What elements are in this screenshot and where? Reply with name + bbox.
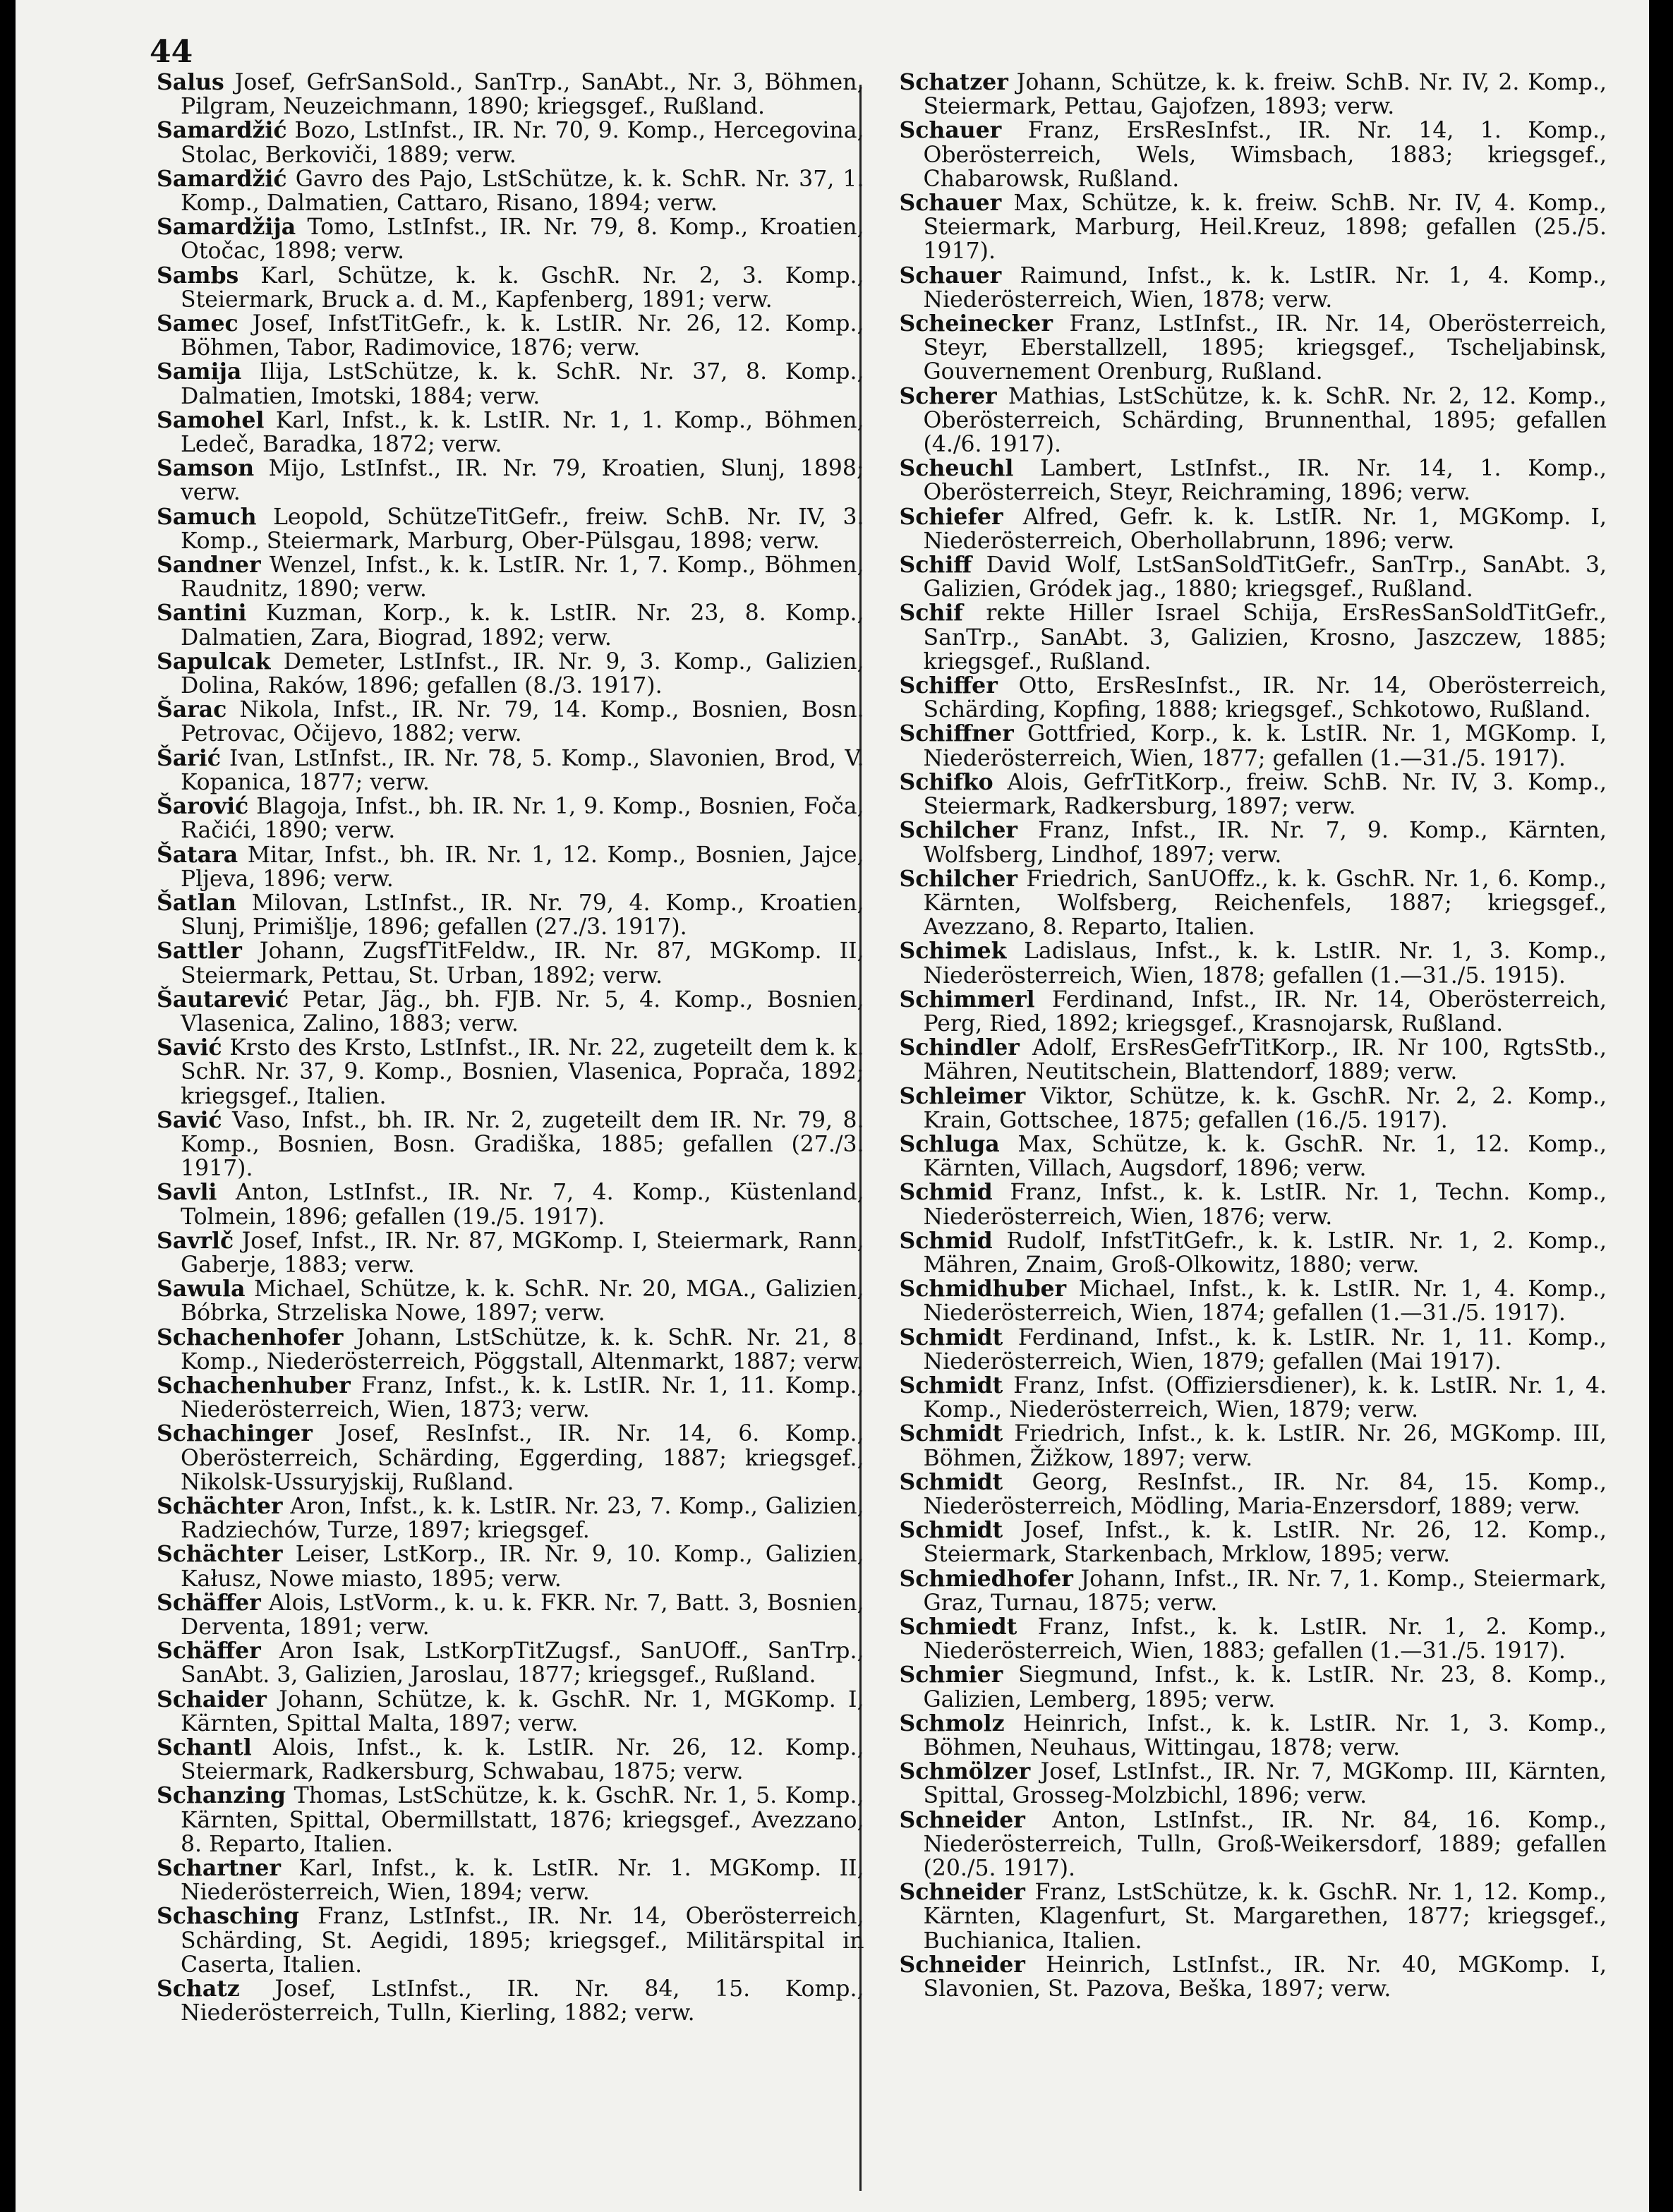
entry-details: Franz, LstSchütze, k. k. GschR. Nr. 1, 12. Komp., Kärnten, Klagenfurt, St. Margarethen, 1877; kriegsgef., Buchianica, Italien. <box>923 1880 1607 1954</box>
entry-surname: Šarac <box>157 696 227 723</box>
register-entry <box>157 215 864 263</box>
entry-details: Gavro des Pajo, LstSchütze, k. k. SchR. Nr. 37, 1. Komp., Dalmatien, Cattaro, Risano, 1894; verw. <box>181 166 864 217</box>
entry-details: Wenzel, Infst., k. k. LstIR. Nr. 1, 7. Komp., Böhmen, Raudnitz, 1890; verw. <box>181 552 864 603</box>
entry-details: Johann, ZugsfTitFeldw., IR. Nr. 87, MGKomp. II, Steiermark, Pettau, St. Urban, 1892; verw. <box>181 938 864 989</box>
entry-details: Alois, GefrTitKorp., freiw. SchB. Nr. IV, 3. Komp., Steiermark, Radkersburg, 1897; verw. <box>923 769 1607 820</box>
entry-surname: Savli <box>157 1179 217 1206</box>
entry-details: Nikola, Infst., IR. Nr. 79, 14. Komp., Bosnien, Bosn. Petrovac, Očijevo, 1882; verw. <box>181 697 864 747</box>
entry-surname: Sambs <box>157 262 239 289</box>
entry-surname: Schächter <box>157 1541 283 1568</box>
register-entry <box>900 191 1607 264</box>
register-entry <box>157 601 864 649</box>
register-entry <box>157 553 864 601</box>
register-entry <box>157 1374 864 1422</box>
entry-details: Leiser, LstKorp., IR. Nr. 9, 10. Komp., Galizien, Kałusz, Nowe miasto, 1895; verw. <box>181 1542 864 1592</box>
register-entry <box>900 1953 1607 2001</box>
entry-details: Alfred, Gefr. k. k. LstIR. Nr. 1, MGKomp. I, Niederösterreich, Oberhollabrunn, 1896; verw. <box>923 504 1607 554</box>
entry-surname: Schachenhofer <box>157 1324 344 1350</box>
entry-details: Johann, Schütze, k. k. GschR. Nr. 1, MGKomp. I, Kärnten, Spittal Malta, 1897; verw. <box>181 1686 864 1736</box>
register-entry <box>900 770 1607 818</box>
entry-details: Heinrich, Infst., k. k. LstIR. Nr. 1, 3. Komp., Böhmen, Neuhaus, Wittingau, 1878; verw. <box>923 1710 1607 1761</box>
entry-surname: Schmölzer <box>899 1758 1031 1785</box>
entry-details: Ferdinand, Infst., IR. Nr. 14, Oberösterreich, Perg, Ried, 1892; kriegsgef., Krasnojarsk, Rußland. <box>923 986 1607 1037</box>
register-entry <box>900 1567 1607 1615</box>
entry-surname: Schmiedhofer <box>899 1565 1073 1592</box>
entry-details: Franz, Infst., IR. Nr. 7, 9. Komp., Kärnten, Wolfsberg, Lindhof, 1897; verw. <box>923 818 1607 868</box>
entry-surname: Schimmerl <box>899 986 1035 1013</box>
entry-details: Friedrich, SanUOffz., k. k. GschR. Nr. 1, 6. Komp., Kärnten, Wolfsberg, Reichenfels, 1887; kriegsgef., Avezzano, 8. Reparto, Italien. <box>923 866 1607 941</box>
entry-surname: Schachinger <box>157 1420 313 1447</box>
entry-surname: Schatzer <box>899 69 1008 95</box>
entry-surname: Šarić <box>157 744 221 771</box>
entry-surname: Šarović <box>157 793 249 820</box>
register-entry <box>900 1422 1607 1470</box>
entry-details: Mitar, Infst., bh. IR. Nr. 1, 12. Komp., Bosnien, Jajce, Pljeva, 1896; verw. <box>181 842 864 892</box>
entry-surname: Schäffer <box>157 1589 261 1616</box>
entry-details: Karl, Infst., k. k. LstIR. Nr. 1, 1. Komp., Böhmen, Ledeč, Baradka, 1872; verw. <box>181 407 864 458</box>
register-entry <box>157 843 864 891</box>
entry-details: David Wolf, LstSanSoldTitGefr., SanTrp., SanAbt. 3, Galizien, Gródek jag., 1880; kriegsgef., Rußland. <box>923 552 1607 603</box>
entry-surname: Scheinecker <box>899 310 1053 337</box>
entry-details: Heinrich, LstInfst., IR. Nr. 40, MGKomp. I, Slavonien, St. Pazova, Beška, 1897; verw. <box>923 1952 1607 2002</box>
entry-surname: Schmid <box>899 1179 993 1206</box>
entry-surname: Schauer <box>899 117 1002 144</box>
register-entry <box>157 1542 864 1590</box>
entry-details: Franz, LstInfst., IR. Nr. 14, Oberösterreich, Steyr, Eberstallzell, 1895; kriegsgef., Tscheljabinsk, Gouvernement Orenburg, Rußland. <box>923 311 1607 385</box>
entry-surname: Schmid <box>899 1227 993 1254</box>
register-entry <box>900 1132 1607 1180</box>
document-page <box>16 0 1649 2212</box>
entry-surname: Sapulcak <box>157 648 271 675</box>
entry-details: Josef, InfstTitGefr., k. k. LstIR. Nr. 26, 12. Komp., Böhmen, Tabor, Radimovice, 1876; verw. <box>181 311 864 361</box>
entry-details: Josef, Infst., k. k. LstIR. Nr. 26, 12. Komp., Steiermark, Starkenbach, Mrklow, 1895; verw. <box>923 1518 1607 1568</box>
entry-details: Anton, LstInfst., IR. Nr. 84, 16. Komp., Niederösterreich, Tulln, Groß-Weikersdorf, 1889; gefallen (20./5. 1917). <box>923 1807 1607 1882</box>
register-entry <box>157 1326 864 1374</box>
register-entry <box>900 939 1607 987</box>
entry-details: Franz, Infst. (Offiziersdiener), k. k. LstIR. Nr. 1, 4. Komp., Niederösterreich, Wien, 1879; verw. <box>923 1372 1607 1423</box>
entry-details: Raimund, Infst., k. k. LstIR. Nr. 1, 4. Komp., Niederösterreich, Wien, 1878; verw. <box>923 262 1607 313</box>
entry-surname: Savrlč <box>157 1227 234 1254</box>
register-entry <box>900 505 1607 553</box>
entry-details: Tomo, LstInfst., IR. Nr. 79, 8. Komp., Kroatien, Otočac, 1898; verw. <box>181 214 864 265</box>
entry-surname: Schluga <box>899 1130 1000 1157</box>
entry-surname: Schachenhuber <box>157 1372 351 1398</box>
entry-details: Lambert, LstInfst., IR. Nr. 14, 1. Komp., Oberösterreich, Steyr, Reichraming, 1896; verw. <box>923 456 1607 506</box>
register-entry <box>157 1736 864 1784</box>
entry-surname: Schleimer <box>899 1082 1026 1109</box>
entry-details: Adolf, ErsResGefrTitKorp., IR. Nr 100, RgtsStb., Mähren, Neutitschein, Blattendorf, 1889; verw. <box>923 1035 1607 1085</box>
entry-details: Michael, Schütze, k. k. SchR. Nr. 20, MGA., Galizien, Bóbrka, Strzeliska Nowe, 1897; verw. <box>181 1276 864 1326</box>
entry-details: Aron Isak, LstKorpTitZugsf., SanUOff., SanTrp., SanAbt. 3, Galizien, Jaroslau, 1877; kriegsgef., Rußland. <box>181 1638 864 1688</box>
register-entry <box>157 1856 864 1904</box>
entry-surname: Schif <box>899 600 963 627</box>
entry-details: Franz, Infst., k. k. LstIR. Nr. 1, Techn. Komp., Niederösterreich, Wien, 1876; verw. <box>923 1180 1607 1230</box>
register-entry <box>157 1229 864 1277</box>
entry-surname: Schmier <box>899 1662 1003 1688</box>
register-entry <box>157 1688 864 1736</box>
entry-details: Rudolf, InfstTitGefr., k. k. LstIR. Nr. 1, 2. Komp., Mähren, Znaim, Groß-Olkowitz, 1880; verw. <box>923 1228 1607 1278</box>
register-entry <box>157 167 864 215</box>
entry-details: Anton, LstInfst., IR. Nr. 7, 4. Komp., Küstenland, Tolmein, 1896; gefallen (19./5. 1917). <box>181 1180 864 1230</box>
entry-details: Leopold, SchützeTitGefr., freiw. SchB. Nr. IV, 3. Komp., Steiermark, Marburg, Ober-Pülsgau, 1898; verw. <box>181 504 864 554</box>
register-entry <box>157 794 864 842</box>
register-entry <box>900 1808 1607 1881</box>
entry-details: Milovan, LstInfst., IR. Nr. 79, 4. Komp., Kroatien, Slunj, Primišlje, 1896; gefallen (27./3. 1917). <box>181 890 864 941</box>
entry-details: Josef, ResInfst., IR. Nr. 14, 6. Komp., Oberösterreich, Schärding, Eggerding, 1887; kriegsgef., Nikolsk-Ussuryjskij, Rußland. <box>181 1421 864 1495</box>
entry-surname: Schilcher <box>899 865 1017 892</box>
entry-surname: Schneider <box>899 1951 1025 1978</box>
entry-details: Ferdinand, Infst., k. k. LstIR. Nr. 1, 11. Komp., Niederösterreich, Wien, 1879; gefallen (Mai 1917). <box>923 1324 1607 1374</box>
register-entry <box>900 312 1607 385</box>
entry-surname: Schmolz <box>899 1710 1005 1736</box>
entry-surname: Samardžija <box>157 214 296 241</box>
register-entry <box>157 939 864 987</box>
register-entry <box>900 1180 1607 1228</box>
register-entry <box>157 312 864 360</box>
register-entry <box>157 1036 864 1108</box>
entry-details: Krsto des Krsto, LstInfst., IR. Nr. 22, zugeteilt dem k. k. SchR. Nr. 37, 9. Komp., Bosnien, Vlasenica, Poprača, 1892; kriegsgef., Italien. <box>181 1035 864 1109</box>
register-entry <box>900 1326 1607 1374</box>
entry-surname: Schmidt <box>899 1420 1003 1447</box>
entry-surname: Savić <box>157 1106 222 1133</box>
entry-details: Ladislaus, Infst., k. k. LstIR. Nr. 1, 3. Komp., Niederösterreich, Wien, 1878; gefallen (1.—31./5. 1915). <box>923 938 1607 989</box>
entry-details: Franz, Infst., k. k. LstIR. Nr. 1, 11. Komp., Niederösterreich, Wien, 1873; verw. <box>181 1372 864 1423</box>
entry-details: Otto, ErsResInfst., IR. Nr. 14, Oberösterreich, Schärding, Kopfing, 1888; kriegsgef., Schkotowo, Rußland. <box>923 673 1607 723</box>
register-entry <box>157 1180 864 1228</box>
register-entry <box>157 71 864 119</box>
register-entry <box>157 264 864 312</box>
entry-surname: Scheuchl <box>899 455 1014 482</box>
entry-surname: Savić <box>157 1034 222 1061</box>
entry-details: Blagoja, Infst., bh. IR. Nr. 1, 9. Komp., Bosnien, Foča, Račići, 1890; verw. <box>181 794 864 844</box>
entry-surname: Schatz <box>157 1976 240 2002</box>
entry-surname: Šautarević <box>157 986 289 1013</box>
entry-surname: Schiffner <box>899 720 1014 747</box>
entry-details: Josef, Infst., IR. Nr. 87, MGKomp. I, Steiermark, Rann, Gaberje, 1883; verw. <box>181 1228 864 1278</box>
register-entry <box>900 1084 1607 1132</box>
entry-surname: Samija <box>157 358 242 385</box>
register-entry <box>900 1518 1607 1566</box>
register-entry <box>900 553 1607 601</box>
register-entry <box>900 1374 1607 1422</box>
entry-details: Johann, Schütze, k. k. freiw. SchB. Nr. IV, 2. Komp., Steiermark, Pettau, Gajofzen, 1893; verw. <box>923 70 1607 120</box>
entry-surname: Schmidt <box>899 1324 1003 1350</box>
entry-surname: Schmidt <box>899 1468 1003 1495</box>
register-entry <box>900 457 1607 504</box>
entry-surname: Schneider <box>899 1879 1025 1906</box>
register-entry <box>157 1422 864 1494</box>
entry-surname: Schaider <box>157 1686 267 1712</box>
entry-surname: Schächter <box>157 1492 283 1519</box>
register-entry <box>900 867 1607 940</box>
entry-details: Josef, GefrSanSold., SanTrp., SanAbt., Nr. 3, Böhmen, Pilgram, Neuzeichmann, 1890; kriegsgef., Rußland. <box>181 70 864 120</box>
entry-details: Thomas, LstSchütze, k. k. GschR. Nr. 1, 5. Komp., Kärnten, Spittal, Obermillstatt, 1876; kriegsgef., Avezzano, 8. Reparto, Italien. <box>181 1783 864 1857</box>
entry-surname: Schifko <box>899 768 993 795</box>
entry-surname: Schauer <box>899 190 1002 217</box>
entry-surname: Schimek <box>899 938 1007 965</box>
entry-details: Johann, Infst., IR. Nr. 7, 1. Komp., Steiermark, Graz, Turnau, 1875; verw. <box>923 1566 1607 1616</box>
entry-surname: Santini <box>157 600 247 627</box>
register-entry <box>157 698 864 746</box>
entry-details: Max, Schütze, k. k. GschR. Nr. 1, 12. Komp., Kärnten, Villach, Augsdorf, 1896; verw. <box>923 1131 1607 1182</box>
entry-details: Vaso, Infst., bh. IR. Nr. 2, zugeteilt dem IR. Nr. 79, 8. Komp., Bosnien, Bosn. Gradiška, 1885; gefallen (27./3. 1917). <box>181 1107 864 1182</box>
register-entry <box>157 1494 864 1542</box>
register-entry <box>900 1036 1607 1084</box>
entry-details: Alois, Infst., k. k. LstIR. Nr. 26, 12. Komp., Steiermark, Radkersburg, Schwabau, 1875; verw. <box>181 1735 864 1785</box>
entry-surname: Schiffer <box>899 672 998 699</box>
register-entry <box>157 505 864 553</box>
entry-surname: Schiff <box>899 552 972 579</box>
entry-surname: Sawula <box>157 1276 246 1303</box>
entry-details: Mijo, LstInfst., IR. Nr. 79, Kroatien, Slunj, 1898; verw. <box>181 456 864 506</box>
register-entry <box>900 264 1607 312</box>
register-entry <box>900 1470 1607 1518</box>
register-entry <box>157 457 864 504</box>
entry-surname: Schilcher <box>899 817 1017 844</box>
register-entry <box>900 119 1607 191</box>
register-entry <box>157 1277 864 1325</box>
entry-details: Franz, Infst., k. k. LstIR. Nr. 1, 2. Komp., Niederösterreich, Wien, 1883; gefallen (1.—31./5. 1917). <box>923 1614 1607 1664</box>
entry-surname: Šatlan <box>157 889 236 916</box>
entry-surname: Sandner <box>157 552 261 579</box>
entry-details: Josef, LstInfst., IR. Nr. 7, MGKomp. III, Kärnten, Spittal, Grosseg-Molzbichl, 1896; verw. <box>923 1759 1607 1809</box>
entry-surname: Schmiedt <box>899 1614 1017 1640</box>
columns <box>157 71 1607 2025</box>
entry-details: Michael, Infst., k. k. LstIR. Nr. 1, 4. Komp., Niederösterreich, Wien, 1874; gefallen (1.—31./5. 1917). <box>923 1276 1607 1326</box>
entry-surname: Schanzing <box>157 1782 286 1809</box>
register-entry <box>157 119 864 167</box>
entry-surname: Schartner <box>157 1855 281 1882</box>
register-entry <box>900 1229 1607 1277</box>
entry-details: Georg, ResInfst., IR. Nr. 84, 15. Komp., Niederösterreich, Mödling, Maria-Enzersdorf, 1889; verw. <box>923 1469 1607 1519</box>
entry-surname: Samec <box>157 310 238 337</box>
right-column <box>900 71 1607 2025</box>
entry-surname: Samson <box>157 455 255 482</box>
register-entry <box>157 1591 864 1639</box>
entry-surname: Schmidt <box>899 1517 1003 1544</box>
register-entry <box>157 891 864 939</box>
entry-details: Karl, Schütze, k. k. GschR. Nr. 2, 3. Komp., Steiermark, Bruck a. d. M., Kapfenberg, 1891; verw. <box>181 262 864 313</box>
entry-surname: Schasching <box>157 1903 299 1930</box>
register-entry <box>900 1277 1607 1325</box>
entry-details: Demeter, LstInfst., IR. Nr. 9, 3. Komp., Galizien, Dolina, Raków, 1896; gefallen (8./3. 1917). <box>181 648 864 699</box>
entry-surname: Schmidhuber <box>899 1276 1067 1303</box>
register-entry <box>157 1977 864 2025</box>
entry-details: Ilija, LstSchütze, k. k. SchR. Nr. 37, 8. Komp., Dalmatien, Imotski, 1884; verw. <box>181 359 864 409</box>
register-entry <box>900 818 1607 866</box>
register-entry <box>900 722 1607 770</box>
register-entry <box>899 382 1607 458</box>
entry-surname: Schauer <box>899 262 1002 289</box>
entry-surname: Šatara <box>157 841 238 868</box>
entry-surname: Scherer <box>899 382 997 409</box>
entry-details: Bozo, LstInfst., IR. Nr. 70, 9. Komp., Hercegovina, Stolac, Berkoviči, 1889; verw. <box>181 118 864 168</box>
register-entry <box>900 1760 1607 1808</box>
page-number: 44 <box>150 34 193 70</box>
register-entry <box>157 1784 864 1856</box>
entry-details: Franz, LstInfst., IR. Nr. 14, Oberösterreich, Schärding, St. Aegidi, 1895; kriegsgef., Militärspital in Caserta, Italien. <box>181 1904 864 1978</box>
register-entry <box>900 1615 1607 1663</box>
entry-details: Ivan, LstInfst., IR. Nr. 78, 5. Komp., Slavonien, Brod, V. Kopanica, 1877; verw. <box>181 745 864 795</box>
register-entry <box>900 1712 1607 1760</box>
left-column <box>157 71 864 2025</box>
entry-surname: Salus <box>157 69 224 95</box>
register-entry <box>900 988 1607 1036</box>
entry-surname: Samardžić <box>157 165 287 192</box>
register-entry <box>157 1904 864 1977</box>
entry-surname: Sattler <box>157 938 242 965</box>
entry-surname: Schmidt <box>899 1372 1003 1398</box>
entry-details: Aron, Infst., k. k. LstIR. Nr. 23, 7. Komp., Galizien, Radziechów, Turze, 1897; kriegsgef. <box>181 1493 864 1544</box>
register-entry <box>157 360 864 408</box>
entry-details: Friedrich, Infst., k. k. LstIR. Nr. 26, MGKomp. III, Böhmen, Žižkow, 1897; verw. <box>923 1421 1607 1471</box>
entry-surname: Schäffer <box>157 1638 261 1664</box>
register-entry <box>900 1663 1607 1711</box>
entry-surname: Samuch <box>157 503 257 530</box>
register-entry <box>900 601 1607 674</box>
register-entry <box>157 1108 864 1181</box>
register-entry <box>157 1639 864 1687</box>
entry-details: Franz, ErsResInfst., IR. Nr. 14, 1. Komp., Oberösterreich, Wels, Wimsbach, 1883; kriegsgef., Chabarowsk, Rußland. <box>923 118 1607 192</box>
register-entry <box>157 406 864 458</box>
register-entry <box>900 674 1607 722</box>
entry-details: Alois, LstVorm., k. u. k. FKR. Nr. 7, Batt. 3, Bosnien, Derventa, 1891; verw. <box>181 1590 864 1640</box>
register-entry <box>157 744 864 795</box>
entry-details: Viktor, Schütze, k. k. GschR. Nr. 2, 2. Komp., Krain, Gottschee, 1875; gefallen (16./5. 1917). <box>923 1083 1607 1133</box>
entry-details: Kuzman, Korp., k. k. LstIR. Nr. 23, 8. Komp., Dalmatien, Zara, Biograd, 1892; verw. <box>181 600 864 651</box>
entry-details: Gottfried, Korp., k. k. LstIR. Nr. 1, MGKomp. I, Niederösterreich, Wien, 1877; gefallen (1.—31./5. 1917). <box>923 721 1607 771</box>
entry-surname: Schiefer <box>899 503 1003 530</box>
entry-details: Petar, Jäg., bh. FJB. Nr. 5, 4. Komp., Bosnien, Vlasenica, Zalino, 1883; verw. <box>181 986 864 1037</box>
entry-details: Max, Schütze, k. k. freiw. SchB. Nr. IV, 4. Komp., Steiermark, Marburg, Heil.Kreuz, 1898; gefallen (25./5. 1917). <box>923 191 1607 265</box>
entry-surname: Samardžić <box>157 117 287 144</box>
entry-surname: Samohel <box>157 406 265 433</box>
entry-surname: Schindler <box>899 1034 1020 1061</box>
entry-details: Siegmund, Infst., k. k. LstIR. Nr. 23, 8. Komp., Galizien, Lemberg, 1895; verw. <box>923 1662 1607 1712</box>
entry-details: rekte Hiller Israel Schija, ErsResSanSoldTitGefr., SanTrp., SanAbt. 3, Galizien, Krosno, Jaszczew, 1885; kriegsgef., Rußland. <box>923 600 1607 675</box>
entry-details: Mathias, LstSchütze, k. k. SchR. Nr. 2, 12. Komp., Oberösterreich, Schärding, Brunnenthal, 1895; gefallen (4./6. 1917). <box>923 383 1607 458</box>
register-entry <box>157 988 864 1036</box>
entry-details: Johann, LstSchütze, k. k. SchR. Nr. 21, 8. Komp., Niederösterreich, Pöggstall, Altenmarkt, 1887; verw. <box>181 1324 864 1374</box>
entry-surname: Schantl <box>157 1734 252 1761</box>
register-entry <box>157 650 864 698</box>
register-entry <box>900 71 1607 119</box>
register-entry <box>900 1880 1607 1953</box>
entry-details: Karl, Infst., k. k. LstIR. Nr. 1. MGKomp. II, Niederösterreich, Wien, 1894; verw. <box>181 1856 864 1906</box>
entry-surname: Schneider <box>899 1806 1025 1833</box>
entry-details: Josef, LstInfst., IR. Nr. 84, 15. Komp., Niederösterreich, Tulln, Kierling, 1882; verw. <box>181 1976 864 2026</box>
